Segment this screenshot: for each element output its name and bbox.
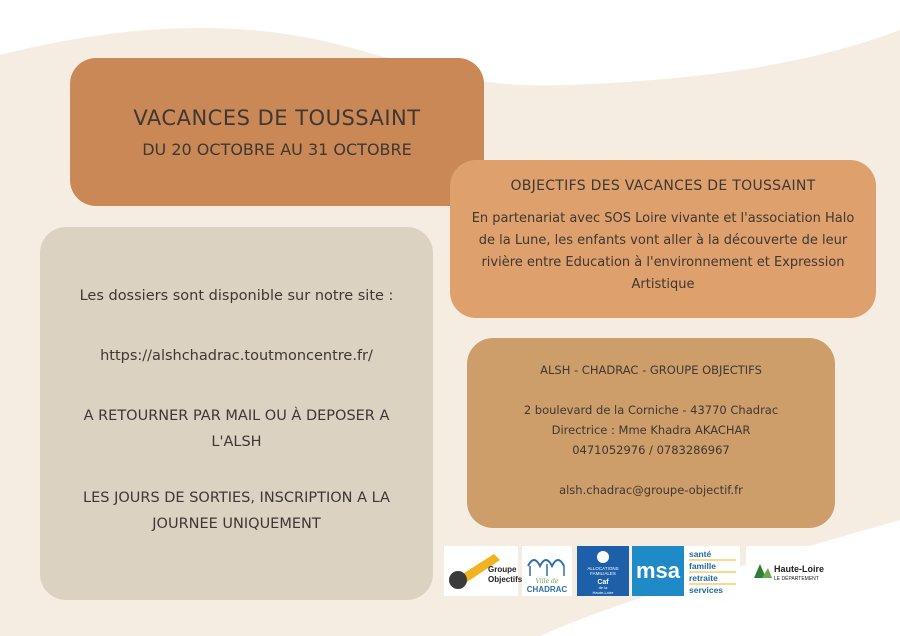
chadrac-logo bbox=[522, 546, 572, 596]
caf-logo-line4: de la bbox=[598, 585, 608, 590]
haute-loire-logo bbox=[746, 546, 836, 596]
info-outings-text: LES JOURS DE SORTIES, INSCRIPTION A LA JOURNEE UNIQUEMENT bbox=[83, 490, 390, 532]
title-box bbox=[70, 58, 484, 206]
contact-phones: 0471052976 / 0783286967 bbox=[572, 443, 730, 457]
title-heading: VACANCES DE TOUSSAINT bbox=[133, 105, 421, 130]
caf-logo-line5: Haute-Loire bbox=[592, 590, 614, 595]
caf-logo bbox=[577, 546, 629, 596]
svg-text:msa: msa bbox=[635, 558, 681, 583]
objectives-text: En partenariat avec SOS Loire vivante et l'association Halo de la Lune, les enfants vont aller à la découverte de leur rivière entre Education à l'environnement et Expression Artistique bbox=[471, 211, 855, 292]
contact-box bbox=[467, 338, 835, 528]
caf-logo-caf: Caf bbox=[597, 579, 609, 586]
objectives-box bbox=[450, 160, 876, 318]
info-return-text: A RETOURNER PAR MAIL OU À DEPOSER A L'ALSH bbox=[83, 408, 390, 450]
groupe-objectifs-logo bbox=[444, 546, 523, 596]
haute-loire-sub: LE DÉPARTEMENT bbox=[774, 576, 819, 582]
msa-logo bbox=[632, 546, 740, 596]
contact-address: 2 boulevard de la Corniche - 43770 Chadrac bbox=[523, 403, 779, 417]
caf-logo-line2: FAMILIALES bbox=[590, 571, 616, 576]
msa-word4: services bbox=[689, 585, 724, 595]
groupe-logo-word2: Objectifs bbox=[488, 575, 523, 584]
contact-director: Directrice : Mme Khadra AKACHAR bbox=[551, 423, 751, 437]
caf-logo-line1: ALLOCATIONS bbox=[587, 566, 619, 571]
chadrac-logo-name: CHADRAC bbox=[526, 585, 568, 594]
haute-loire-name: Haute-Loire bbox=[774, 564, 825, 574]
info-box bbox=[40, 227, 433, 600]
msa-word3: retraite bbox=[689, 573, 718, 583]
title-dates: DU 20 OCTOBRE AU 31 OCTOBRE bbox=[142, 139, 412, 159]
msa-word1: santé bbox=[689, 549, 712, 559]
objectives-heading: OBJECTIFS DES VACANCES DE TOUSSAINT bbox=[510, 178, 816, 194]
contact-name: ALSH - CHADRAC - GROUPE OBJECTIFS bbox=[540, 363, 762, 377]
info-site-link[interactable]: https://alshchadrac.toutmoncentre.fr/ bbox=[100, 348, 373, 364]
groupe-logo-word1: Groupe bbox=[488, 565, 517, 574]
contact-email[interactable]: alsh.chadrac@groupe-objectif.fr bbox=[559, 483, 743, 497]
info-dossiers-text: Les dossiers sont disponible sur notre site : bbox=[79, 288, 394, 304]
chadrac-logo-small: Ville de bbox=[535, 578, 559, 585]
msa-word2: famille bbox=[689, 561, 716, 571]
